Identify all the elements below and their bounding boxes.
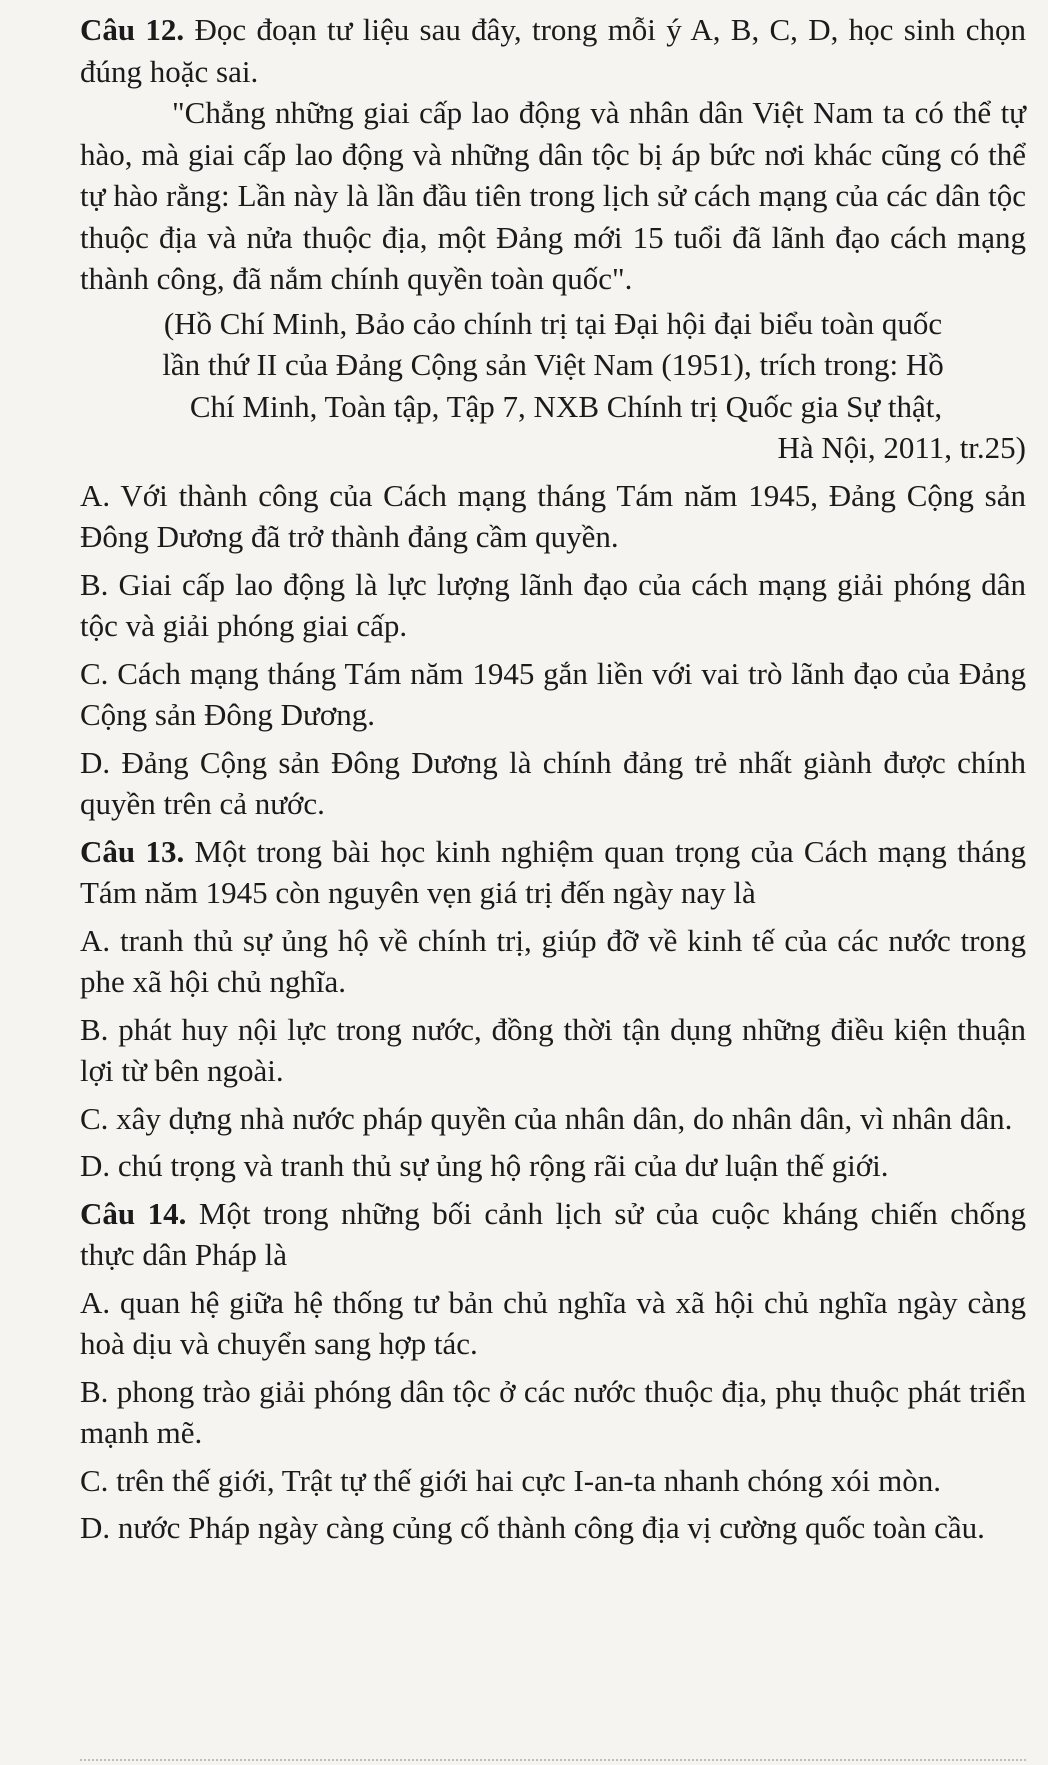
question-13-option-d: D. chú trọng và tranh thủ sự ủng hộ rộng rãi của dư luận thế giới.: [80, 1148, 889, 1183]
question-12-text: Đọc đoạn tư liệu sau đây, trong mỗi ý A, B, C, D, học sinh chọn đúng hoặc sai.: [80, 12, 1026, 89]
question-12-option-a: A. Với thành công của Cách mạng tháng Tám năm 1945, Đảng Cộng sản Đông Dương đã trở thành đảng cầm quyền.: [80, 477, 1026, 554]
question-14-label: Câu 14.: [80, 1195, 187, 1231]
cut-off-next-line: [80, 1755, 1026, 1765]
question-14-option-c: C. trên thế giới, Trật tự thế giới hai cực I-an-ta nhanh chóng xói mòn.: [80, 1462, 942, 1498]
question-14-option-a: A. quan hệ giữa hệ thống tư bản chủ nghĩa và xã hội chủ nghĩa ngày càng hoà dịu và chuyển sang hợp tác.: [80, 1284, 1026, 1361]
question-13-option-c: C. xây dựng nhà nước pháp quyền của nhân dân, do nhân dân, vì nhân dân.: [80, 1100, 1013, 1136]
question-12-source-line-1: (Hồ Chí Minh, Bảo cảo chính trị tại Đại hội đại biểu toàn quốc: [163, 305, 943, 341]
cut-off-text-fragment: [80, 1759, 1026, 1761]
question-13-option-b: B. phát huy nội lực trong nước, đồng thời tận dụng những điều kiện thuận lợi từ bên ngoài.: [80, 1011, 1026, 1088]
question-12-quote: "Chẳng những giai cấp lao động và nhân dân Việt Nam ta có thể tự hào, mà giai cấp lao động và những dân tộc bị áp bức nơi khác cũng có thể tự hào rằng: Lần này là lần đầu tiên trong lịch sử cách mạng của các dân tộc thuộc địa và nửa thuộc địa, một Đảng mới 15 tuổi đã lãnh đạo cách mạng thành công, đã nắm chính quyền toàn quốc".: [80, 95, 1026, 296]
question-12-source-line-2: lần thứ II của Đảng Cộng sản Việt Nam (1951), trích trong: Hồ: [162, 347, 944, 382]
question-14-option-d: D. nước Pháp ngày càng củng cố thành công địa vị cường quốc toàn cầu.: [80, 1510, 985, 1545]
question-12-option-b: B. Giai cấp lao động là lực lượng lãnh đạo của cách mạng giải phóng dân tộc và giải phóng giai cấp.: [80, 566, 1026, 643]
question-13-stem: [80, 831, 1026, 914]
question-13-label: Câu 13.: [80, 833, 185, 869]
question-12-label: Câu 12.: [80, 12, 185, 47]
question-12-stem: [80, 9, 1026, 92]
question-13-text: Một trong bài học kinh nghiệm quan trọng của Cách mạng tháng Tám năm 1945 còn nguyên vẹn giá trị đến ngày nay là: [80, 833, 1026, 910]
question-14-option-b: B. phong trào giải phóng dân tộc ở các nước thuộc địa, phụ thuộc phát triển mạnh mẽ.: [80, 1373, 1026, 1450]
question-12-source-line-3: Chí Minh, Toàn tập, Tập 7, NXB Chính trị Quốc gia Sự thật,: [189, 388, 943, 424]
question-12-option-c: C. Cách mạng tháng Tám năm 1945 gắn liền với vai trò lãnh đạo của Đảng Cộng sản Đông Dương.: [80, 655, 1026, 732]
question-14-text: Một trong những bối cảnh lịch sử của cuộc kháng chiến chống thực dân Pháp là: [80, 1195, 1026, 1272]
question-12-source-line-4: Hà Nội, 2011, tr.25): [777, 430, 1026, 465]
question-14-stem: [80, 1193, 1026, 1276]
question-12-option-d: D. Đảng Cộng sản Đông Dương là chính đảng trẻ nhất giành được chính quyền trên cả nước.: [80, 744, 1026, 821]
question-13-option-a: A. tranh thủ sự ủng hộ về chính trị, giúp đỡ về kinh tế của các nước trong phe xã hội chủ nghĩa.: [80, 922, 1026, 999]
